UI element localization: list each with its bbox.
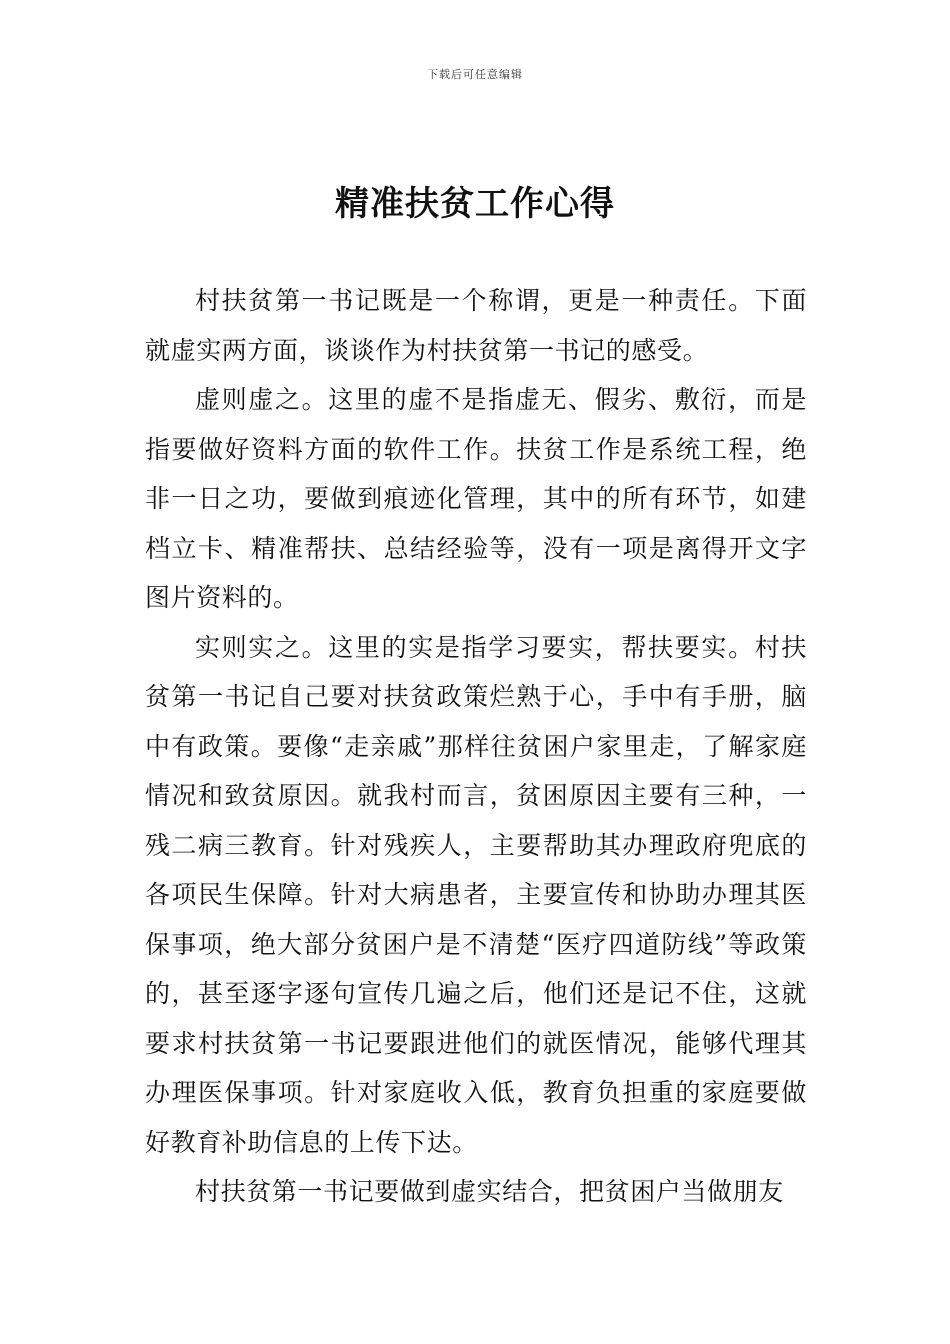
document-body (145, 276, 807, 1217)
paragraph: 虚则虚之。这里的虚不是指虚无、假劣、敷衍，而是指要做好资料方面的软件工作。扶贫工作是系统工程，绝非一日之功，要做到痕迹化管理，其中的所有环节，如建档立卡、精准帮扶、总结经验等，没有一项是离得开文字图片资料的。 (145, 385, 807, 612)
document-title: 精准扶贫工作心得 (335, 184, 615, 224)
paragraph: 村扶贫第一书记要做到虚实结合，把贫困户当做朋友 (195, 1177, 784, 1206)
paragraph: 实则实之。这里的实是指学习要实，帮扶要实。村扶贫第一书记自己要对扶贫政策烂熟于心，手中有手册，脑中有政策。要像“走亲戚”那样往贫困户家里走，了解家庭情况和致贫原因。就我村而言，贫困原因主要有三种，一残二病三教育。针对残疾人，主要帮助其办理政府兜底的各项民生保障。针对大病患者，主要宣传和协助办理其医保事项，绝大部分贫困户是不清楚“医疗四道防线”等政策的，甚至逐字逐句宣传几遍之后，他们还是记不住，这就要求村扶贫第一书记要跟进他们的就医情况，能够代理其办理医保事项。针对家庭收入低，教育负担重的家庭要做好教育补助信息的上传下达。 (145, 632, 807, 1157)
header-note: 下载后可任意编辑 (427, 68, 523, 81)
paragraph: 村扶贫第一书记既是一个称谓，更是一种责任。下面就虚实两方面，谈谈作为村扶贫第一书记的感受。 (145, 286, 807, 365)
